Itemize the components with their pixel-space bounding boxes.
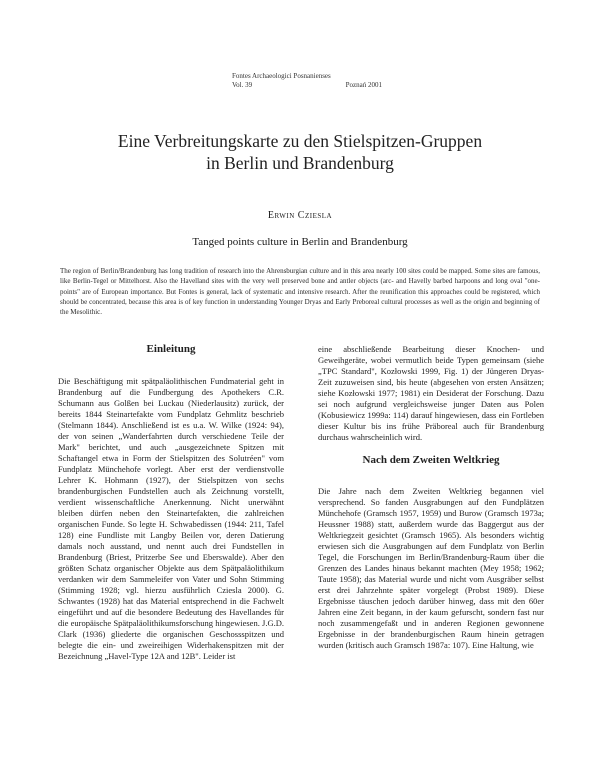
body-paragraph: Die Beschäftigung mit spätpaläolithischen Fundmaterial geht in Brandenburg auf die Fundbergung des Apothekers C.R. Schumann aus Golßen bei Luckau (Niederlausitz) zurück, der bereits 1844 Steinartefakte vom Fundplatz Gehmlitz beschrieb (Stelmann 1844). Anschließend ist es u.a. W. Wilke (1924: 94), der von seinen „Wanderfahrten durch verschiedene Teile der Mark" berichtet, und auch „ausgezeichnete Spitzen mit Schaftangel etwa in Form der Stielspitzen des Solutréen" vom Fundplatz Münchehofe vorlegt. Aber erst der verdienstvolle Lehrer K. Hohmann (1927), der Stielspitzen von sechs brandenburgischen Fundstellen auch als Zeichnung vorstellt, verdient wissenschaftliche Anerkennung. Nicht unerwähnt bleiben dürfen neben den Steinartefakten, die zahlreichen organischen Funde. So legte H. Schwabedissen (1944: 211, Tafel 128) eine Fundliste mit Langby Beilen vor, deren Datierung damals noch ausstand, und nennt auch drei Fundstellen in Brandenburg (Briest, Pritzerbe See und Eberswalde). Aber den größten Schatz organischer Objekte aus dem Spätpaläolithikum verdanken wir dem Sammeleifer von Vater und Sohn Stimming (Stimming 1928; vgl. hierzu ausführlich Cziesla 2000). G. Schwantes (1928) hat das Material entsprechend in die Fachwelt eingeführt und auf die besondere Bedeutung des Havellandes für die europäische Spätpaläolithikumsforschung hingewiesen. J.G.D. Clark (1936) gliederte die organischen Geschossspitzen und belegte die ein- und zweireihigen Widerhakenspitzen mit der Bezeichnung „Havel-Type 12A and 12B". Leider ist	[58, 376, 284, 661]
left-column	[58, 344, 284, 662]
journal-header	[232, 72, 382, 90]
journal-place-year: Poznań 2001	[345, 81, 382, 89]
body-paragraph: eine abschließende Bearbeitung dieser Knochen- und Geweihgeräte, wobei vermutlich beide Typen gemeinsam (siehe „TPC Standard", Kozłowski 1999, Fig. 1) der Jüngeren Dryas-Zeit zuzuweisen sind, bis heute (abgesehen von ersten Ansätzen; siehe Kozłowski 1977; 1981) ein Desiderat der Forschung. Dazu sei noch aufgrund vergleichsweise junger Daten aus Polen (Kobusiewicz 1999a: 114) darauf hingewiesen, dass ein Fortleben dieser Kultur bis ins frühe Präboreal auch für Brandenburg durchaus wahrscheinlich wird.	[318, 344, 544, 442]
right-column	[318, 344, 544, 651]
paper-title	[60, 130, 540, 174]
journal-name: Fontes Archaeologici Posnanienses	[232, 72, 331, 80]
journal-volume: Vol. 39	[232, 81, 253, 89]
english-subtitle: Tanged points culture in Berlin and Brandenburg	[192, 236, 408, 248]
section-heading-nach-dem-krieg: Nach dem Zweiten Weltkrieg	[362, 454, 500, 466]
abstract: The region of Berlin/Brandenburg has long tradition of research into the Ahrensburgian culture and in this area nearly 100 sites could be mapped. Some sites are famous, like Berlin-Tegel or Mittelhorst. Also the Havelland sites with the very well preserved bone and antler objects (arc- and Havelly barbed harpoons and long oval "one-points" are of European importance. But Fontes is general, lack of systematic and intensive research. After the reunification this approaches could be registered, which should be concentrated, because this area is of key function in understanding Younger Dryas and Early Preboreal cultural processes as well as the origin and beginning of the Mesolithic.	[60, 267, 540, 317]
section-heading-einleitung: Einleitung	[146, 343, 196, 355]
body-paragraph: Die Jahre nach dem Zweiten Weltkrieg begannen viel versprechend. So fanden Ausgrabungen auf den Fundplätzen Münchehofe (Gramsch 1957, 1959) und Burow (Gramsch 1973a; Heussner 1988) statt, außerdem wurde das Baggergut aus der Weltkriegzeit gesichtet (Gramsch 1965). Als besonders wichtig erwiesen sich die Ausgrabungen auf dem Fundplatz von Berlin Tegel, die Forschungen im Berlin/Brandenburg-Raum über die Grenzen des Landes hinaus bekannt machten (Mey 1958; 1962; Taute 1958); das Material wurde und nicht vom Ausgräber selbst erst drei Jahrzehnte später vorgelegt (Probst 1989). Diese Ergebnisse täuschen jedoch darüber hinweg, dass mit den 60er Jahren eine Zeit begann, in der kaum gefurscht, sondern fast nur noch zusammengefaßt und in anderen Regionen gewonnene Ergebnisse in der brandenburgischen Raum hinein getragen wurden (kritisch auch Gramsch 1987a: 107). Eine Haltung, wie	[318, 486, 544, 650]
author-name: Erwin Cziesla	[267, 210, 333, 221]
title-line-1: Eine Verbreitungskarte zu den Stielspitzen-Gruppen	[117, 131, 483, 151]
journal-meta	[232, 81, 382, 90]
title-line-2: in Berlin und Brandenburg	[206, 153, 394, 173]
